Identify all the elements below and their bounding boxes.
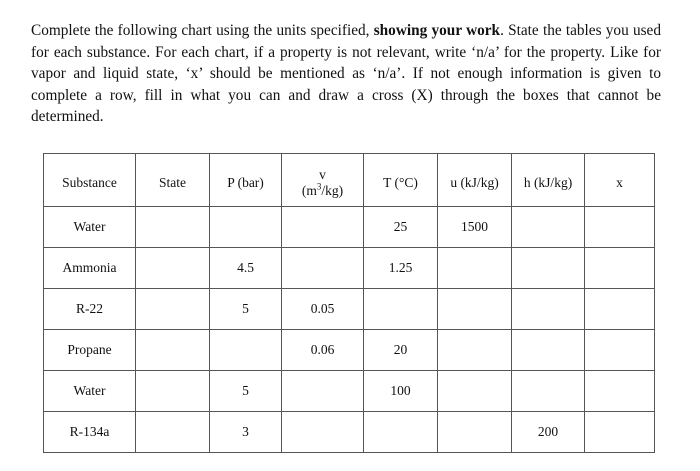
cell-pressure[interactable]: 4.5: [210, 248, 282, 289]
cell-enthalpy[interactable]: [512, 289, 585, 330]
cell-specific-volume[interactable]: [282, 371, 364, 412]
cell-internal-energy[interactable]: 1500: [438, 207, 512, 248]
cell-temperature[interactable]: [364, 289, 438, 330]
instructions-bold-text: showing your work: [373, 22, 501, 39]
header-substance: Substance: [44, 154, 136, 207]
cell-quality[interactable]: [585, 207, 655, 248]
cell-temperature[interactable]: 1.25: [364, 248, 438, 289]
header-v-unit-suffix: /kg): [321, 183, 344, 198]
cell-quality[interactable]: [585, 248, 655, 289]
cell-specific-volume[interactable]: 0.05: [282, 289, 364, 330]
cell-quality[interactable]: [585, 289, 655, 330]
cell-state[interactable]: [136, 207, 210, 248]
header-v-symbol: v: [319, 167, 326, 182]
cell-substance: R-134a: [44, 412, 136, 453]
cell-pressure[interactable]: [210, 207, 282, 248]
cell-state[interactable]: [136, 412, 210, 453]
cell-temperature[interactable]: 25: [364, 207, 438, 248]
cell-substance: Propane: [44, 330, 136, 371]
cell-enthalpy[interactable]: [512, 248, 585, 289]
cell-enthalpy[interactable]: [512, 207, 585, 248]
cell-internal-energy[interactable]: [438, 371, 512, 412]
cell-internal-energy[interactable]: [438, 412, 512, 453]
cell-pressure[interactable]: 5: [210, 371, 282, 412]
header-v-unit-sup: 3: [316, 181, 322, 192]
table-row: [44, 371, 655, 412]
cell-state[interactable]: [136, 330, 210, 371]
cell-internal-energy[interactable]: [438, 330, 512, 371]
table-row: [44, 248, 655, 289]
cell-pressure[interactable]: [210, 330, 282, 371]
header-v-unit-prefix: (m: [301, 183, 317, 198]
cell-substance: R-22: [44, 289, 136, 330]
header-pressure: P (bar): [210, 154, 282, 207]
header-specific-volume: [282, 154, 364, 207]
cell-quality[interactable]: [585, 371, 655, 412]
table-row: [44, 289, 655, 330]
cell-pressure[interactable]: 5: [210, 289, 282, 330]
cell-specific-volume[interactable]: [282, 248, 364, 289]
cell-enthalpy[interactable]: [512, 330, 585, 371]
cell-pressure[interactable]: 3: [210, 412, 282, 453]
cell-enthalpy[interactable]: 200: [512, 412, 585, 453]
instructions-paragraph: [31, 20, 661, 128]
cell-state[interactable]: [136, 248, 210, 289]
table-row: [44, 330, 655, 371]
header-enthalpy: h (kJ/kg): [512, 154, 585, 207]
cell-internal-energy[interactable]: [438, 289, 512, 330]
cell-temperature[interactable]: [364, 412, 438, 453]
cell-temperature[interactable]: 20: [364, 330, 438, 371]
cell-substance: Water: [44, 371, 136, 412]
cell-substance: Ammonia: [44, 248, 136, 289]
instructions-text-1: Complete the following chart using the units specified,: [31, 22, 374, 39]
cell-internal-energy[interactable]: [438, 248, 512, 289]
header-internal-energy: u (kJ/kg): [438, 154, 512, 207]
header-quality: x: [585, 154, 655, 207]
cell-temperature[interactable]: 100: [364, 371, 438, 412]
cell-specific-volume[interactable]: 0.06: [282, 330, 364, 371]
table-row: [44, 207, 655, 248]
header-state: State: [136, 154, 210, 207]
cell-specific-volume[interactable]: [282, 207, 364, 248]
cell-quality[interactable]: [585, 330, 655, 371]
cell-state[interactable]: [136, 371, 210, 412]
properties-table: [43, 153, 655, 453]
cell-quality[interactable]: [585, 412, 655, 453]
cell-state[interactable]: [136, 289, 210, 330]
cell-specific-volume[interactable]: [282, 412, 364, 453]
cell-enthalpy[interactable]: [512, 371, 585, 412]
instructions-text-2: . State the tables you used for each substance. For each chart, if a property is not relevant, write ‘n/a’ for the property. Like for vapor and liquid state, ‘x’ should be mentioned as ‘n/a’. If not enough information is given to complete a row, fill in what you can and draw a cross (X) through the boxes that cannot be determined.: [31, 22, 661, 125]
header-specific-volume-label: [302, 167, 343, 199]
table-row: [44, 412, 655, 453]
header-temperature: T (°C): [364, 154, 438, 207]
cell-substance: Water: [44, 207, 136, 248]
table-header-row: [44, 154, 655, 207]
